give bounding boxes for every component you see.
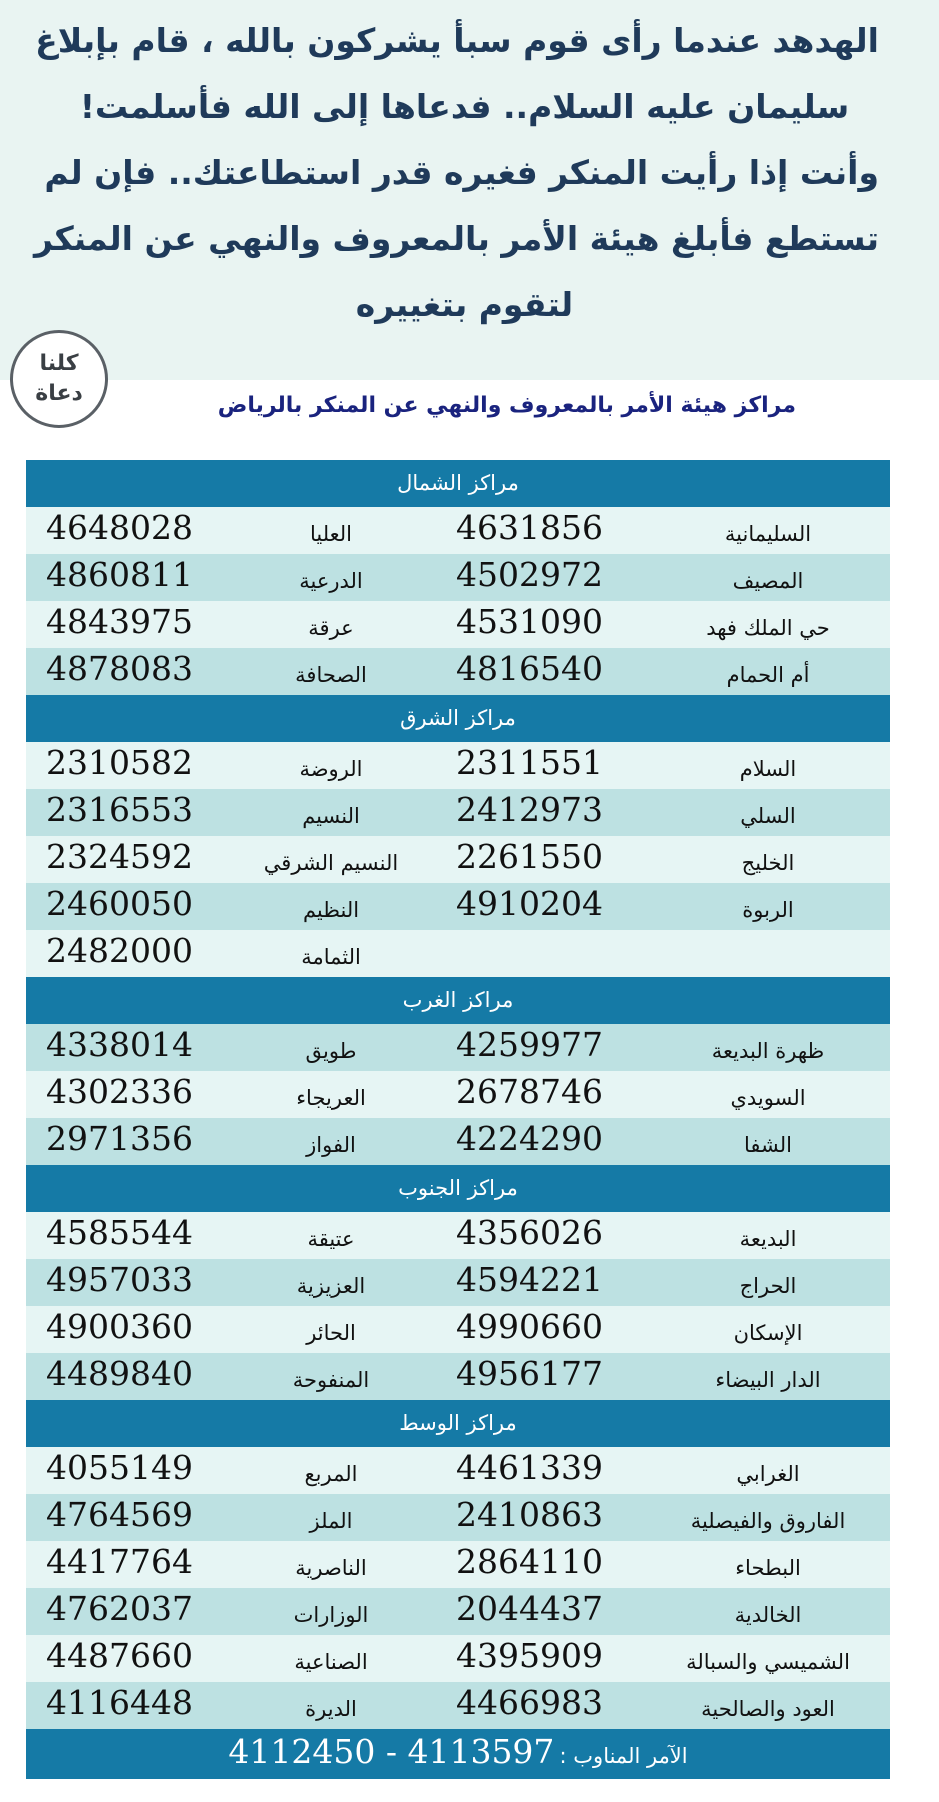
table-row: [26, 507, 890, 554]
section-header: مراكز الجنوب: [26, 1165, 890, 1212]
center-name: العريجاء: [296, 1086, 366, 1110]
table-row: [26, 836, 890, 883]
center-name: الدار البيضاء: [715, 1368, 821, 1392]
phone-number: [456, 930, 616, 977]
center-name: الفواز: [306, 1133, 356, 1157]
phone-number: 2044437: [456, 1589, 603, 1628]
center-name: النسيم: [302, 804, 360, 828]
center-name: الإسكان: [733, 1321, 803, 1345]
phone-number: 2316553: [46, 790, 193, 829]
phone-number: 4900360: [46, 1307, 193, 1346]
logo-line-2: دعاة: [35, 381, 83, 406]
duty-officer-numbers: 4112450 - 4113597: [228, 1732, 555, 1771]
center-name: حي الملك فهد: [706, 616, 830, 640]
page-subtitle: مراكز هيئة الأمر بالمعروف والنهي عن المنكر بالرياض: [217, 393, 796, 418]
phone-number: 4860811: [46, 555, 193, 594]
table-row: [26, 601, 890, 648]
phone-number: 4956177: [456, 1354, 603, 1393]
section-header: مراكز الغرب: [26, 977, 890, 1024]
phone-number: 4816540: [456, 649, 603, 688]
phone-number: 4302336: [46, 1072, 193, 1111]
section-header: مراكز الشمال: [26, 460, 890, 507]
center-name: الصناعية: [294, 1650, 368, 1674]
table-row: [26, 1494, 890, 1541]
phone-number: 4843975: [46, 602, 193, 641]
intro-line: سليمان عليه السلام.. فدعاها إلى الله فأسلمت!: [79, 87, 850, 126]
table-row: [26, 742, 890, 789]
center-name: السويدي: [730, 1086, 806, 1110]
table-row: [26, 1071, 890, 1118]
center-name: العزيزية: [296, 1274, 366, 1298]
phone-number: 4489840: [46, 1354, 193, 1393]
intro-line: وأنت إذا رأيت المنكر فغيره قدر استطاعتك.. فإن لم: [44, 153, 879, 192]
phone-number: 2482000: [46, 931, 193, 970]
center-name: الدرعية: [299, 569, 363, 593]
table-row: [26, 1118, 890, 1165]
phone-number: 2410863: [456, 1495, 603, 1534]
center-name: البديعة: [739, 1227, 797, 1251]
phone-number: 4338014: [46, 1025, 193, 1064]
center-name: الغرابي: [736, 1462, 800, 1486]
center-name: الحائر: [306, 1321, 356, 1345]
center-name: الصحافة: [295, 663, 367, 687]
phone-number: 4395909: [456, 1636, 603, 1675]
phone-number: 4055149: [46, 1448, 193, 1487]
phone-number: 4531090: [456, 602, 603, 641]
table-row: [26, 1588, 890, 1635]
center-name: الخالدية: [734, 1603, 802, 1627]
intro-line: تستطع فأبلغ هيئة الأمر بالمعروف والنهي عن المنكر: [33, 219, 879, 258]
center-name: السلام: [739, 757, 797, 781]
phone-number: 4356026: [456, 1213, 603, 1252]
center-name: السليمانية: [724, 522, 812, 546]
table-row: [26, 1259, 890, 1306]
center-name: الخليج: [741, 851, 795, 875]
phone-number: 4585544: [46, 1213, 193, 1252]
center-name: المصيف: [732, 569, 804, 593]
table-row: [26, 1541, 890, 1588]
table-row: [26, 1447, 890, 1494]
section-header: مراكز الشرق: [26, 695, 890, 742]
table-row: [26, 1212, 890, 1259]
phone-number: 2311551: [456, 743, 603, 782]
phone-number: 4990660: [456, 1307, 603, 1346]
center-name: عرقة: [308, 616, 354, 640]
table-row: [26, 1306, 890, 1353]
table-row: [26, 1635, 890, 1682]
phone-number: 4116448: [46, 1683, 193, 1722]
center-name: [646, 930, 890, 977]
phone-number: 4594221: [456, 1260, 603, 1299]
table-row: [26, 1024, 890, 1071]
duty-officer-footer: [26, 1729, 890, 1779]
centers-table: [26, 460, 890, 1779]
phone-number: 2261550: [456, 837, 603, 876]
phone-number: 4910204: [456, 884, 603, 923]
center-name: الناصرية: [295, 1556, 367, 1580]
center-name: عتيقة: [307, 1227, 355, 1251]
table-row: [26, 883, 890, 930]
phone-number: 4957033: [46, 1260, 193, 1299]
phone-number: 4487660: [46, 1636, 193, 1675]
phone-number: 2460050: [46, 884, 193, 923]
phone-number: 4764569: [46, 1495, 193, 1534]
center-name: المربع: [304, 1462, 358, 1486]
phone-number: 4259977: [456, 1025, 603, 1064]
center-name: العود والصالحية: [701, 1697, 835, 1721]
center-name: العليا: [309, 522, 353, 546]
center-name: المنفوحة: [292, 1368, 370, 1392]
center-name: الديرة: [305, 1697, 357, 1721]
phone-number: 4417764: [46, 1542, 193, 1581]
phone-number: 4461339: [456, 1448, 603, 1487]
intro-panel: [0, 0, 939, 380]
center-name: الشميسي والسبالة: [686, 1650, 850, 1674]
phone-number: 2971356: [46, 1119, 193, 1158]
center-name: الملز: [309, 1509, 353, 1533]
phone-number: 2864110: [456, 1542, 603, 1581]
kulluna-duah-logo: [10, 330, 108, 428]
center-name: ظهرة البديعة: [711, 1039, 825, 1063]
table-row: [26, 1682, 890, 1729]
phone-number: 2678746: [456, 1072, 603, 1111]
table-row: [26, 789, 890, 836]
phone-number: 4878083: [46, 649, 193, 688]
phone-number: 2310582: [46, 743, 193, 782]
center-name: النظيم: [302, 898, 360, 922]
duty-officer-label: الآمر المناوب :: [559, 1744, 688, 1768]
phone-number: 4224290: [456, 1119, 603, 1158]
table-row: [26, 554, 890, 601]
center-name: الشفا: [744, 1133, 792, 1157]
phone-number: 4648028: [46, 508, 193, 547]
table-row: [26, 648, 890, 695]
intro-line: الهدهد عندما رأى قوم سبأ يشركون بالله ، قام بإبلاغ: [35, 21, 879, 60]
center-name: أم الحمام: [726, 663, 810, 687]
center-name: السلي: [740, 804, 796, 828]
phone-number: 4466983: [456, 1683, 603, 1722]
center-name: الثمامة: [301, 945, 361, 969]
phone-number: 2412973: [456, 790, 603, 829]
section-header: مراكز الوسط: [26, 1400, 890, 1447]
center-name: طويق: [305, 1039, 357, 1063]
center-name: الروضة: [299, 757, 363, 781]
center-name: البطحاء: [735, 1556, 801, 1580]
table-row: [26, 1353, 890, 1400]
phone-number: 4762037: [46, 1589, 193, 1628]
phone-number: 4631856: [456, 508, 603, 547]
logo-line-1: كلنا: [39, 351, 79, 376]
table-row: [26, 930, 890, 977]
center-name: الفاروق والفيصلية: [690, 1509, 846, 1533]
center-name: الحراج: [739, 1274, 797, 1298]
center-name: الوزارات: [293, 1603, 369, 1627]
center-name: الربوة: [742, 898, 794, 922]
phone-number: 4502972: [456, 555, 603, 594]
center-name: النسيم الشرقي: [263, 851, 399, 875]
intro-line: لتقوم بتغييره: [355, 285, 574, 324]
phone-number: 2324592: [46, 837, 193, 876]
